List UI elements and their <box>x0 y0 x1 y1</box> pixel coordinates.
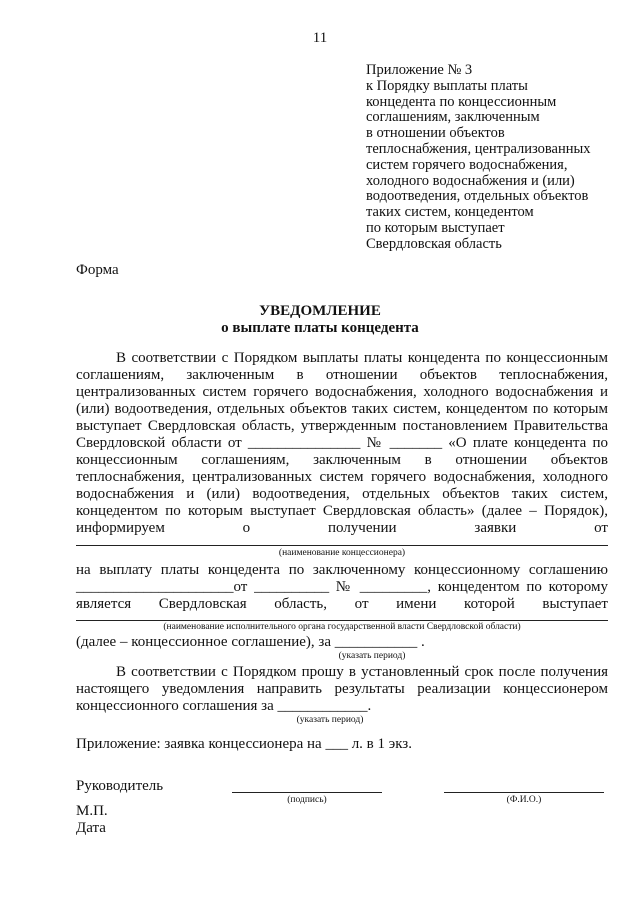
request-line: концессионного соглашения за ____________. <box>76 698 372 714</box>
appendix-line: по которым выступает <box>366 219 505 236</box>
head-label: Руководитель <box>76 778 164 794</box>
document-subtitle: о выплате платы концедента <box>221 320 419 336</box>
signature-hint: (подпись) <box>287 795 327 805</box>
agreement-date-number-line: _____________________от __________ № _________, концедентом по которому <box>76 579 608 595</box>
appendix-line: к Порядку выплаты платы <box>366 77 528 94</box>
request-period-hint: (указать период) <box>296 715 364 725</box>
appendix-line: Приложение № 3 <box>366 62 473 78</box>
request-line: В соответствии с Порядком прошу в установленный срок после получения <box>116 664 608 680</box>
body-line: информируем о получении заявки от <box>76 520 608 536</box>
authority-name-hint: (наименование исполнительного органа государственной власти Свердловской области) <box>163 622 521 632</box>
body-line: (или) водоотведения, отдельных объектов таких систем, концедентом по которым <box>76 401 608 417</box>
authority-acting-line: является Свердловская область, от имени которой выступает <box>76 596 608 612</box>
body-line: Свердловской области от _______________ № _______ «О плате концедента по <box>76 435 608 451</box>
appendix-line: холодного водоснабжения и (или) <box>366 172 575 189</box>
request-line: настоящего уведомления направить результаты реализации концессионером <box>76 681 608 697</box>
body-line: централизованных систем горячего водоснабжения, холодного водоснабжения и <box>76 384 608 400</box>
appendix-line: водоотведения, отдельных объектов <box>366 188 589 205</box>
body-line: теплоснабжения, централизованных систем горячего водоснабжения, холодного <box>76 469 608 485</box>
signature-field[interactable] <box>232 792 382 793</box>
fio-hint: (Ф.И.О.) <box>506 795 542 805</box>
stamp-label: М.П. <box>76 803 108 819</box>
appendix-line: в отношении объектов <box>366 125 505 142</box>
period-hint: (указать период) <box>338 651 406 661</box>
appendix-line: концедента по концессионным <box>366 93 557 110</box>
date-label: Дата <box>76 820 106 836</box>
fio-field[interactable] <box>444 792 604 793</box>
body-line: выступает Свердловская область, утвержденным постановлением Правительства <box>76 418 608 434</box>
appendix-reference <box>366 63 616 253</box>
attachment-line: Приложение: заявка концессионера на ___ л. в 1 экз. <box>76 736 412 752</box>
body-line: соглашениям, заключенным в отношении объектов теплоснабжения, <box>76 367 608 383</box>
body-line: концессионным соглашениям, заключенным в отношении объектов <box>76 452 608 468</box>
period-line: (далее – концессионное соглашение), за ___________ . <box>76 634 425 650</box>
body-line: концедентом по которым выступает Свердловская область» (далее – Порядок), <box>76 503 608 519</box>
agreement-line: на выплату платы концедента по заключенному концессионному соглашению <box>76 562 608 578</box>
appendix-line: теплоснабжения, централизованных <box>366 140 591 157</box>
appendix-line: соглашениям, заключенным <box>366 109 540 126</box>
page-number: 11 <box>312 30 328 46</box>
authority-name-field[interactable] <box>76 620 608 621</box>
appendix-line: Свердловская область <box>366 235 502 252</box>
concessioner-name-hint: (наименование концессионера) <box>278 548 406 558</box>
body-line: водоснабжения и (или) водоотведения, отдельных объектов таких систем, <box>76 486 608 502</box>
concessioner-name-field[interactable] <box>76 545 608 546</box>
appendix-line: таких систем, концедентом <box>366 204 534 221</box>
body-line: В соответствии с Порядком выплаты платы концедента по концессионным <box>116 350 608 366</box>
form-label: Форма <box>76 262 119 278</box>
appendix-line: систем горячего водоснабжения, <box>366 156 568 173</box>
document-title: УВЕДОМЛЕНИЕ <box>259 303 381 319</box>
